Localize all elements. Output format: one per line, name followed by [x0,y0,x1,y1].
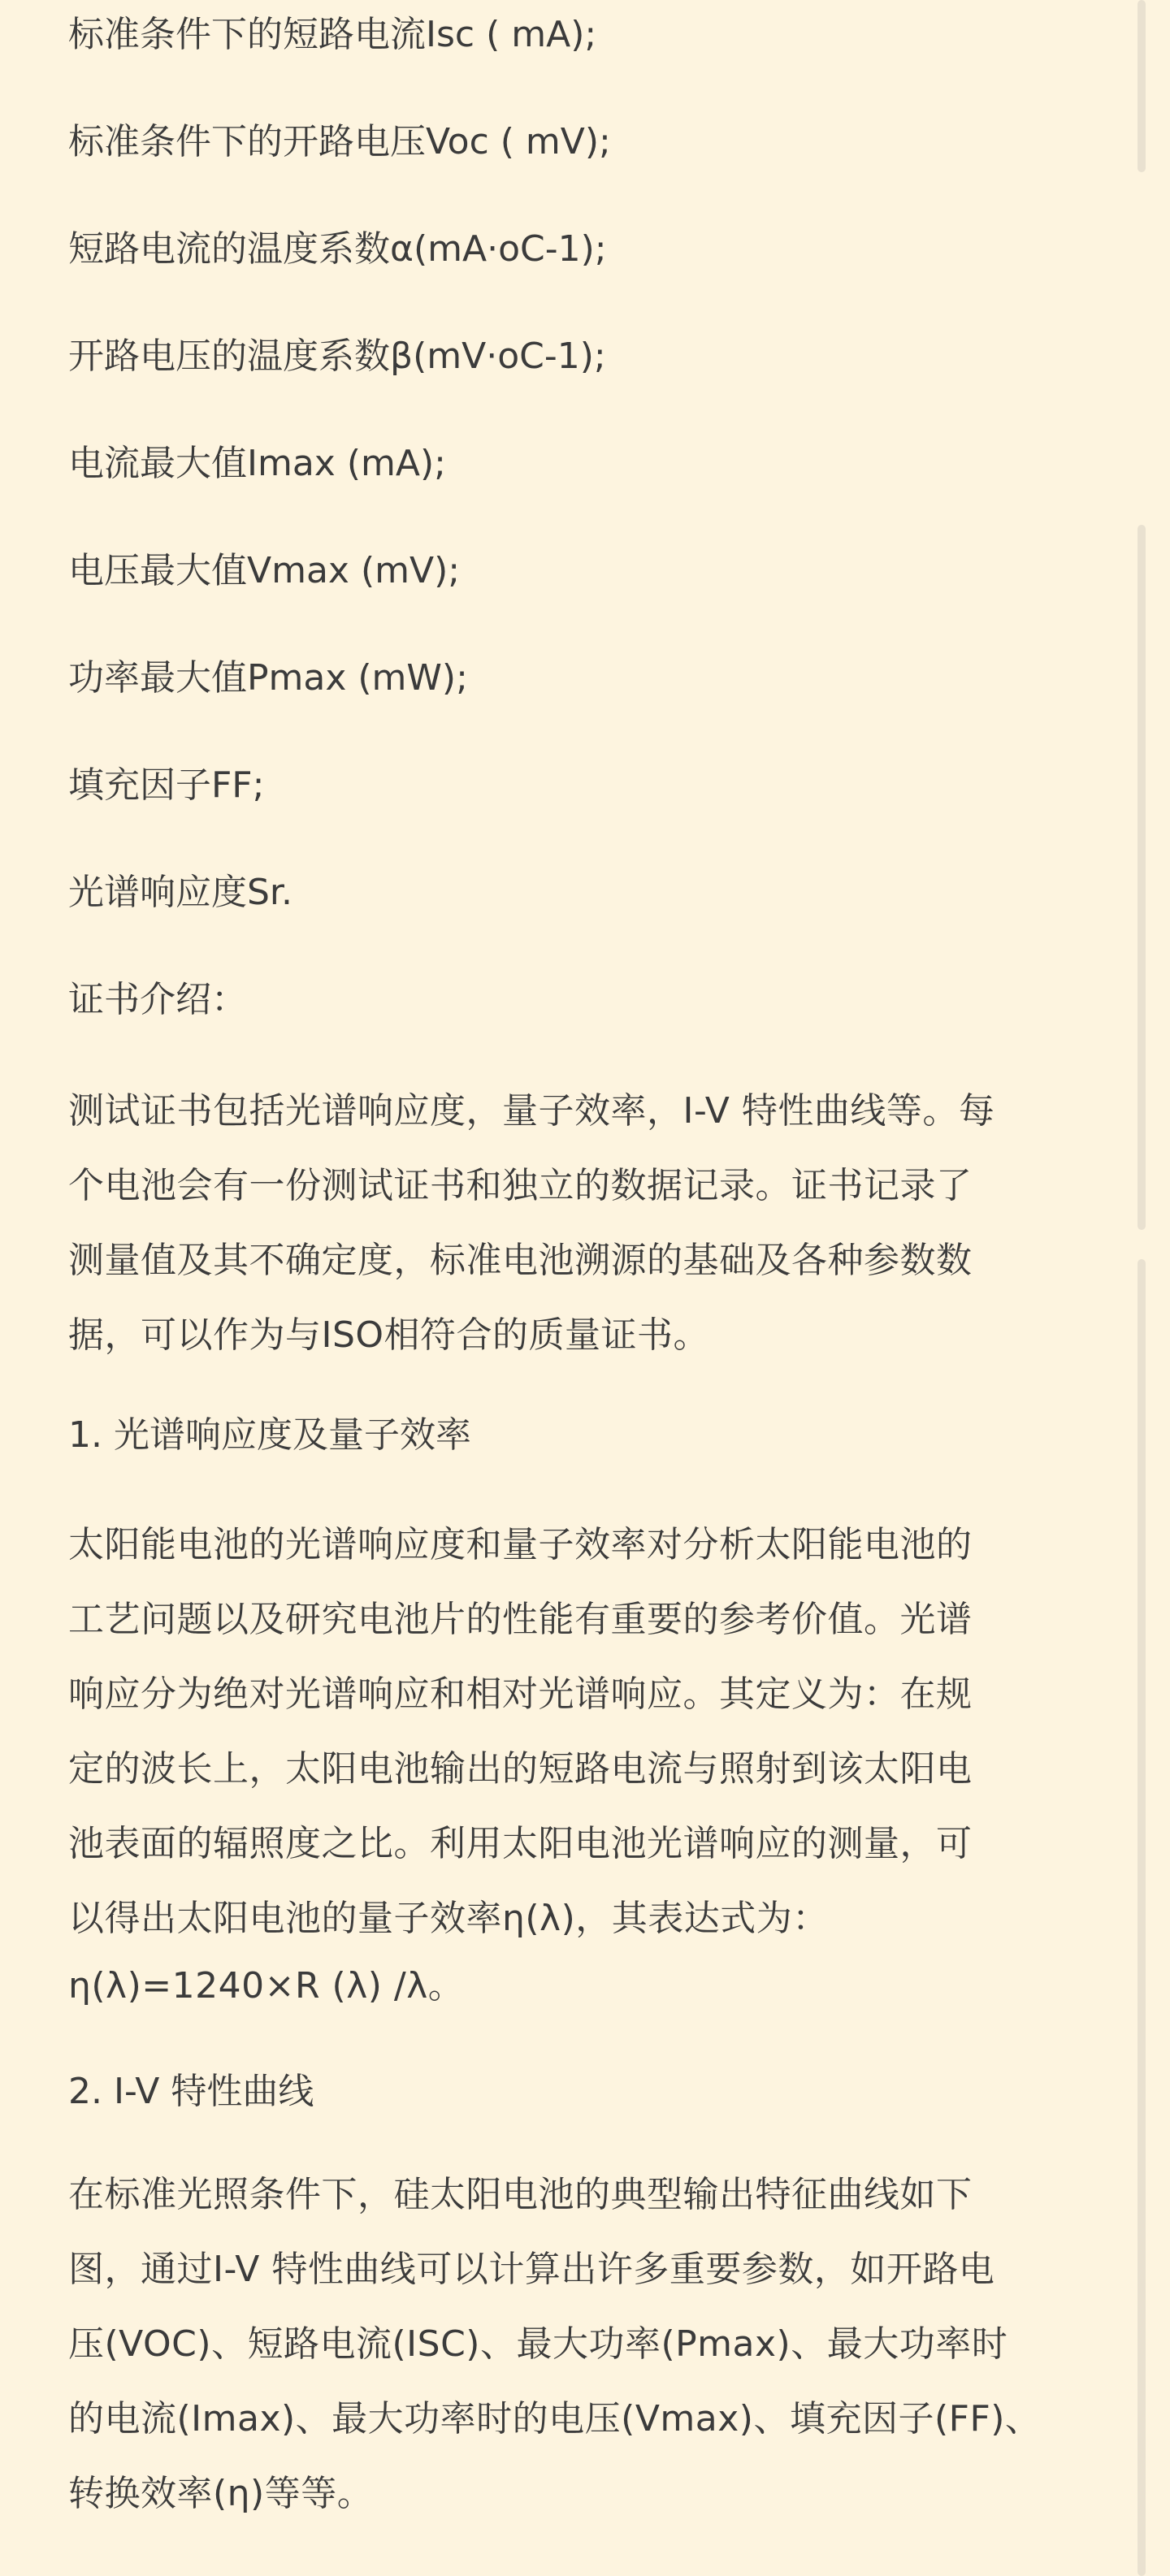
cert-paragraph [68,1074,994,1373]
section1-line: 响应分为绝对光谱响应和相对光谱响应。其定义为：在规 [68,1673,973,1715]
section2-heading: 2. I-V 特性曲线 [68,2071,314,2112]
scrollbar-thumb[interactable] [1138,0,1146,172]
param-beta: 开路电压的温度系数β(mV·oC-1); [68,336,606,377]
section1-paragraph [68,1508,973,2016]
cert-line: 测试证书包括光谱响应度，量子效率，I-V 特性曲线等。每 [68,1090,995,1132]
section2-line: 图，通过I-V 特性曲线可以计算出许多重要参数，如开路电 [68,2249,995,2290]
param-pmax: 功率最大值Pmax (mW); [68,657,468,699]
section2-line: 的电流(Imax)、最大功率时的电压(Vmax)、填充因子(FF)、 [68,2398,1042,2440]
param-imax: 电流最大值Imax (mA); [68,443,446,484]
param-voc: 标准条件下的开路电压Voc ( mV); [68,121,611,162]
section2-line: 在标准光照条件下，硅太阳电池的典型输出特征曲线如下 [68,2174,973,2215]
section1-line: 太阳能电池的光谱响应度和量子效率对分析太阳能电池的 [68,1524,973,1565]
param-isc: 标准条件下的短路电流Isc ( mA); [68,14,597,55]
param-vmax: 电压最大值Vmax (mV); [68,550,461,591]
cert-line: 据，可以作为与ISO相符合的质量证书。 [68,1314,710,1356]
section2-line: 转换效率(η)等等。 [68,2473,374,2514]
scrollbar-thumb[interactable] [1138,1259,1146,2576]
section1-line: 定的波长上，太阳电池输出的短路电流与照射到该太阳电 [68,1748,973,1790]
section1-line: 池表面的辐照度之比。利用太阳电池光谱响应的测量，可 [68,1823,973,1864]
section1-line: 工艺问题以及研究电池片的性能有重要的参考价值。光谱 [68,1599,973,1640]
cert-line: 测量值及其不确定度，标准电池溯源的基础及各种参数数 [68,1240,973,1281]
cert-heading: 证书介绍： [68,979,247,1020]
scrollbar-thumb[interactable] [1138,525,1146,1230]
section1-heading: 1. 光谱响应度及量子效率 [68,1414,471,1456]
param-sr: 光谱响应度Sr. [68,872,292,913]
section1-line: 以得出太阳电池的量子效率η(λ)，其表达式为： [68,1898,829,1939]
cert-line: 个电池会有一份测试证书和独立的数据记录。证书记录了 [68,1165,973,1206]
param-alpha: 短路电流的温度系数α(mA·oC-1); [68,228,607,270]
section2-line: 压(VOC)、短路电流(ISC)、最大功率(Pmax)、最大功率时 [68,2323,1008,2365]
param-ff: 填充因子FF; [68,764,265,806]
section2-paragraph [68,2158,1041,2531]
section1-line: η(λ)=1240×R (λ) /λ。 [68,1965,465,2007]
